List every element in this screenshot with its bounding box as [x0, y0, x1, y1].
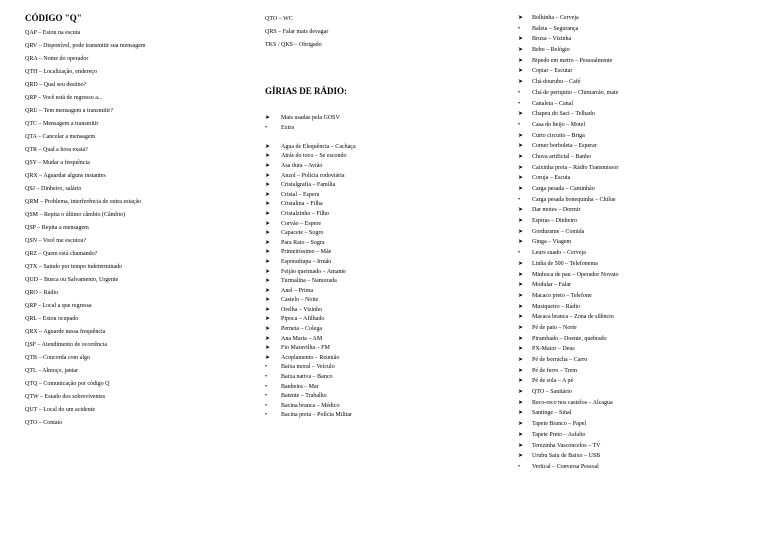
list-item: [265, 124, 505, 134]
list-item: [518, 366, 766, 377]
list-item: [265, 277, 505, 287]
list-item-text: Bolhinha – Cerveja: [532, 15, 579, 21]
bullet-arrow-icon: ➤: [518, 207, 524, 214]
bullet-arrow-icon: ➤: [518, 410, 524, 417]
bullet-dot-icon: •: [265, 374, 268, 381]
bullet-arrow-icon: ➤: [265, 306, 271, 313]
list-item-text: Ana Maria – AM: [281, 335, 323, 342]
bullet-arrow-icon: ➤: [265, 172, 271, 179]
list-item: [518, 163, 766, 174]
q-code-item: QTX – Saindo por tempo indeterminado: [25, 264, 123, 270]
codigo-q-column: [25, 13, 255, 430]
bullet-arrow-icon: ➤: [518, 357, 524, 363]
list-item-text: Baixa nativa – Banco: [281, 374, 333, 381]
list-item-text: Cristalina – Filha: [281, 201, 323, 208]
bullet-dot-icon: •: [265, 364, 268, 371]
bullet-arrow-icon: ➤: [518, 132, 524, 139]
list-item-text: Modular – Falar: [532, 282, 571, 289]
bullet-arrow-icon: ➤: [265, 230, 271, 237]
list-item-text: Cristalzinho – Filho: [281, 210, 329, 217]
list-item-text: Bacina preta – Polícia Militar: [281, 412, 352, 419]
q-code-item: QTC – Mensagem a transmitir: [25, 121, 99, 127]
bullet-dot-icon: •: [265, 383, 268, 390]
list-item-text: Atrás do toco – Se escondo: [281, 153, 347, 160]
list-item: [518, 441, 766, 452]
list-item: [518, 77, 766, 88]
q-code-item: QSF – Atendimento de ocorrência: [25, 342, 107, 348]
list-item: [265, 325, 505, 335]
list-item-text: Dar motes – Dormir: [532, 207, 581, 214]
bullet-arrow-icon: ➤: [265, 258, 271, 265]
bullet-dot-icon: •: [518, 100, 521, 107]
bullet-arrow-icon: ➤: [518, 282, 524, 289]
bullet-arrow-icon: ➤: [518, 346, 524, 353]
q-code-item: QRD – Qual seu destino?: [25, 82, 87, 88]
q-code-item: QRO – Rádio: [25, 290, 58, 296]
list-item: [518, 248, 766, 259]
list-item-text: Mais usadas pela GOSV: [281, 115, 340, 121]
list-item: [518, 131, 766, 142]
q-code-item: QRL – Estou ocupado: [25, 316, 79, 322]
bullet-arrow-icon: ➤: [265, 210, 271, 217]
bullet-arrow-icon: ➤: [265, 335, 271, 342]
list-item-text: Caixinha preta – Rádio Transmissor: [532, 164, 619, 171]
list-item-text: Terezinha Vasconcelos – TV: [532, 442, 601, 449]
list-item: [265, 258, 505, 268]
list-item-text: Turmalina – Namorada: [281, 278, 337, 285]
list-item: [265, 181, 505, 191]
bullet-arrow-icon: ➤: [518, 228, 524, 235]
list-item-text: Pipoca – Afilhado: [281, 316, 325, 323]
list-item-text: Copiar – Escutar: [532, 68, 573, 75]
list-item: [265, 383, 505, 393]
list-item-text: Tapete Preto – Asfalto: [532, 431, 586, 438]
q-code-item: QRM – Problema, interferência de outra estação: [25, 199, 142, 205]
bullet-arrow-icon: ➤: [265, 316, 271, 323]
list-item-text: Musiqueiro – Rádio: [532, 303, 580, 310]
list-item: [518, 355, 766, 366]
q-code-item: QSP – Repita a mensagem: [25, 225, 89, 231]
list-item: [518, 195, 766, 206]
list-item: [265, 373, 505, 383]
list-item: [518, 302, 766, 313]
list-item: [265, 229, 505, 239]
list-item: [518, 227, 766, 238]
list-item: [518, 280, 766, 291]
bullet-arrow-icon: ➤: [265, 239, 271, 246]
list-item-text: Carga pesada bonequinha – Chilue: [532, 196, 616, 203]
list-item: [518, 270, 766, 281]
bullet-arrow-icon: ➤: [265, 287, 271, 294]
list-item-text: Carga pesada – Caminhão: [532, 186, 595, 192]
list-item: [265, 210, 505, 220]
list-item: [518, 451, 766, 462]
list-item-text: Santinge – Sinal: [532, 410, 572, 417]
list-item-text: Ginga – Viagem: [532, 239, 572, 246]
bullet-dot-icon: •: [265, 393, 268, 400]
bullet-arrow-icon: ➤: [265, 297, 271, 304]
list-item-text: Água de Elequência – Cachaça: [281, 143, 356, 150]
bullet-arrow-icon: ➤: [518, 421, 524, 428]
list-item-text: Esporadrapa – Irmão: [281, 258, 332, 265]
list-item: [265, 344, 505, 354]
bullet-arrow-icon: ➤: [265, 249, 271, 256]
list-item: [518, 312, 766, 323]
list-item: [265, 133, 505, 143]
list-item-text: Bacina branca – Médico: [281, 402, 340, 409]
q-code-item: QSN – Você me escutou?: [25, 238, 87, 244]
bullet-dot-icon: •: [265, 402, 268, 409]
list-item: [518, 323, 766, 334]
bullet-arrow-icon: ➤: [518, 239, 524, 246]
list-item: [265, 172, 505, 182]
list-item-text: Linha de 500 – Telefonema: [532, 260, 598, 267]
q-code-item: QSM – Repita o último câmbio (Câmbio): [25, 212, 125, 218]
q-code-item: QRS – Falar mais devagar: [265, 29, 329, 35]
list-item: [518, 34, 766, 45]
bullet-arrow-icon: ➤: [518, 164, 524, 171]
list-item: [265, 114, 505, 124]
list-item: [518, 430, 766, 441]
list-item-text: Banheira – Mar: [281, 383, 319, 390]
bullet-arrow-icon: ➤: [265, 220, 271, 227]
list-item-text: Pé de sola – A pé: [532, 378, 574, 385]
list-item: [518, 291, 766, 302]
bullet-dot-icon: •: [518, 89, 521, 96]
list-item: [265, 354, 505, 364]
list-item-text: PX-Maior – Deus: [532, 346, 575, 353]
list-item: [265, 220, 505, 230]
bullet-arrow-icon: ➤: [518, 303, 524, 310]
bullet-arrow-icon: ➤: [265, 278, 271, 285]
list-item: [265, 287, 505, 297]
extra-codes-list: [265, 13, 505, 52]
bullet-arrow-icon: ➤: [518, 271, 524, 278]
bullet-arrow-icon: ➤: [518, 378, 524, 385]
list-item-text: Pé de borracha – Carro: [532, 357, 588, 363]
list-item-text: Minhoca de pau – Operador Novato: [532, 271, 619, 278]
spacer: [265, 52, 505, 86]
list-item: [518, 152, 766, 163]
q-code-item: QRP – Local a que regressa: [25, 303, 92, 309]
list-item-text: Batente – Trabalho: [281, 393, 327, 400]
q-code-item: QTB – Concorda com algo: [25, 355, 90, 361]
bullet-arrow-icon: ➤: [265, 354, 271, 361]
list-item-text: Fio Maravilha – FM: [281, 345, 330, 352]
list-item: [265, 392, 505, 402]
bullet-arrow-icon: ➤: [265, 182, 271, 189]
q-code-item: QRX – Aguarde nessa frequência: [25, 329, 106, 335]
bullet-arrow-icon: ➤: [518, 57, 524, 64]
spacer: [265, 100, 505, 114]
list-item: [518, 109, 766, 120]
list-item-text: Vertical – Conversa Pessoal: [532, 463, 599, 470]
bullet-arrow-icon: ➤: [518, 153, 524, 160]
bullet-dot-icon: •: [518, 250, 521, 257]
list-item: [518, 376, 766, 387]
list-item: [518, 56, 766, 67]
list-item-text: Baleia – Segurança: [532, 25, 579, 32]
list-item: [518, 462, 766, 473]
q-code-item: QRV – Disponível, pode transmitir sua mensagem: [25, 43, 146, 49]
list-item-text: Tapete Branco – Papel: [532, 421, 587, 428]
list-item-text: Pirambado – Doente, quebrado: [532, 335, 607, 342]
bullet-arrow-icon: ➤: [518, 431, 524, 438]
list-item: [518, 408, 766, 419]
bullet-dot-icon: •: [518, 196, 521, 203]
list-item: [265, 162, 505, 172]
list-item-text: Chá de periquito – Chimarrão, mate: [532, 89, 619, 96]
list-item: [518, 66, 766, 77]
q-code-item: QTL – Almoço, jantar: [25, 368, 79, 374]
list-item: [265, 306, 505, 316]
bullet-arrow-icon: ➤: [518, 36, 524, 43]
list-item-text: Bruxa – Vizinha: [532, 36, 572, 43]
list-item-text: Acoplamento – Reunião: [281, 354, 340, 361]
list-item: [265, 152, 505, 162]
list-item-text: Pé de ferro – Trem: [532, 367, 577, 374]
list-item-text: Leurs suado – Cerveja: [532, 250, 586, 257]
list-item: [518, 344, 766, 355]
bullet-dot-icon: •: [518, 121, 521, 128]
list-item-text: Chá dourubu – Café: [532, 79, 581, 86]
q-code-item: QTO – WC: [265, 16, 293, 22]
list-item-text: Casa do beijo – Motel: [532, 121, 585, 128]
girias-column: [265, 13, 505, 421]
list-item: [265, 200, 505, 210]
list-item: [265, 402, 505, 412]
list-item: [518, 419, 766, 430]
bullet-arrow-icon: ➤: [518, 186, 524, 192]
bullet-arrow-icon: ➤: [518, 292, 524, 299]
girias-list: [265, 114, 505, 421]
list-item-text: Coruja – Escuta: [532, 175, 571, 182]
q-code-item: QRX – Aguardar alguns instantes: [25, 173, 106, 179]
q-code-item: QTH – Localização, endereço: [25, 69, 97, 75]
list-item-text: Urubu Saiu de Baixo – USB: [532, 453, 601, 460]
bullet-arrow-icon: ➤: [265, 115, 271, 121]
bullet-arrow-icon: ➤: [265, 153, 271, 160]
list-item: [518, 13, 766, 24]
girias-continued-column: [518, 13, 766, 473]
girias-continued-list: [518, 13, 766, 473]
list-item-text: Chapeu do Saci – Telhado: [532, 111, 595, 118]
bullet-arrow-icon: ➤: [265, 162, 271, 169]
bullet-arrow-icon: ➤: [518, 68, 524, 75]
q-code-item: QRZ – Quem está chamando?: [25, 251, 98, 257]
list-item-text: Reco-reco nos castelos – Alcagua: [532, 399, 613, 406]
list-item: [518, 205, 766, 216]
bullet-arrow-icon: ➤: [265, 191, 271, 198]
list-item-text: Canaleta – Canal: [532, 100, 573, 107]
bullet-arrow-icon: ➤: [518, 324, 524, 331]
list-item: [518, 173, 766, 184]
bullet-arrow-icon: ➤: [518, 367, 524, 374]
bullet-arrow-icon: ➤: [518, 79, 524, 86]
list-item-text: Gordurame – Comida: [532, 228, 585, 235]
q-code-item: QTA – Cancelar a mensagem: [25, 134, 96, 140]
list-item-text: Orelha – Vizinho: [281, 306, 323, 313]
list-item: [518, 184, 766, 195]
list-item: [518, 237, 766, 248]
list-item: [518, 216, 766, 227]
list-item-text: Bipedo em metro – Pessoalmente: [532, 57, 613, 64]
list-item: [518, 259, 766, 270]
q-code-item: QSY – Mudar a frequência: [25, 160, 90, 166]
list-item: [265, 248, 505, 258]
bullet-arrow-icon: ➤: [518, 389, 524, 396]
list-item-text: Pé de pato – Norte: [532, 324, 577, 331]
list-item: [265, 363, 505, 373]
list-item-text: Macaca branca – Zona de silêncio: [532, 314, 614, 321]
list-item-text: Curto circuito – Briga: [532, 132, 585, 139]
q-code-item: QRA – Nome do operador: [25, 56, 89, 62]
list-item: [518, 387, 766, 398]
list-item: [265, 143, 505, 153]
bullet-arrow-icon: ➤: [265, 345, 271, 352]
list-item: [265, 191, 505, 201]
list-item-text: Capacete – Sogro: [281, 230, 324, 237]
q-code-item: QSJ – Dinheiro, salário: [25, 186, 82, 192]
bullet-arrow-icon: ➤: [518, 15, 524, 21]
list-item: [518, 141, 766, 152]
bullet-arrow-icon: ➤: [518, 143, 524, 150]
q-code-item: QRU – Tem mensagem a transmitir?: [25, 108, 113, 114]
list-item-text: Bebo – Relógio: [532, 47, 570, 54]
bullet-dot-icon: •: [518, 25, 521, 32]
list-item-text: Anel – Prima: [281, 287, 313, 294]
q-code-item: QTQ – Comunicação por código Q: [25, 381, 110, 387]
list-item: [265, 268, 505, 278]
q-code-item: QUD – Busca ou Salvamento, Urgente: [25, 277, 119, 283]
list-item: [518, 334, 766, 345]
q-code-item: QTR – Qual a hora exata?: [25, 147, 88, 153]
bullet-arrow-icon: ➤: [518, 260, 524, 267]
list-item: [518, 88, 766, 99]
bullet-arrow-icon: ➤: [518, 335, 524, 342]
list-item-text: Asa dura – Avião: [281, 162, 323, 169]
q-code-item: QAP – Estou na escuta: [25, 30, 81, 36]
bullet-arrow-icon: ➤: [518, 453, 524, 460]
list-item-text: Comer borboleta – Esperar: [532, 143, 597, 150]
list-item-text: Baixa moral – Veículo: [281, 364, 335, 371]
list-item-text: Extra: [281, 124, 294, 131]
list-item-text: Perneta – Colega: [281, 326, 322, 333]
list-item: [265, 411, 505, 421]
list-item: [518, 24, 766, 35]
bullet-dot-icon: •: [518, 463, 521, 470]
bullet-arrow-icon: ➤: [518, 111, 524, 118]
q-code-item: QTO – Contato: [25, 420, 63, 426]
list-item-text: Cristal – Espera: [281, 191, 320, 198]
list-item: [518, 120, 766, 131]
bullet-dot-icon: •: [265, 412, 268, 419]
bullet-arrow-icon: ➤: [265, 201, 271, 208]
bullet-arrow-icon: ➤: [518, 47, 524, 54]
bullet-dot-icon: •: [265, 124, 268, 131]
list-item-text: Feijão queimado – Amante: [281, 268, 346, 275]
list-item: [518, 398, 766, 409]
bullet-arrow-icon: ➤: [518, 399, 524, 406]
list-item-text: Macaco preto – Telefone: [532, 292, 592, 299]
list-item: [265, 239, 505, 249]
list-item-text: Para Raio – Sogra: [281, 239, 325, 246]
list-item-text: Espiras – Dinheiro: [532, 218, 577, 225]
list-item-text: Anzol – Polícia rodoviária: [281, 172, 345, 179]
bullet-arrow-icon: ➤: [265, 268, 271, 275]
list-item-text: Corvão – Espere: [281, 220, 321, 227]
bullet-arrow-icon: ➤: [518, 442, 524, 449]
bullet-arrow-icon: ➤: [265, 326, 271, 333]
list-item-text: Cristalgrafia – Família: [281, 182, 336, 189]
bullet-arrow-icon: ➤: [518, 218, 524, 225]
bullet-arrow-icon: ➤: [518, 175, 524, 182]
list-item: [265, 296, 505, 306]
codigo-q-heading: CÓDIGO "Q": [25, 13, 82, 23]
q-code-item: QUT – Local do um acidente: [25, 407, 96, 413]
list-item: [518, 45, 766, 56]
bullet-arrow-icon: ➤: [265, 143, 271, 150]
q-code-item: TKS / QKS – Obrigado: [265, 42, 322, 48]
codigo-q-list: [25, 27, 255, 430]
q-code-item: QTW – Estado dos sobreviventes: [25, 394, 106, 400]
list-item-text: Castelo – Noite: [281, 297, 319, 304]
list-item-text: Chuva artificial – Banho: [532, 153, 592, 160]
q-code-item: QRP – Você está de regresso a...: [25, 95, 103, 101]
list-item-text: Primeiríssimo – Mãe: [281, 249, 332, 256]
list-item: [265, 335, 505, 345]
list-item: [265, 315, 505, 325]
bullet-arrow-icon: ➤: [518, 314, 524, 321]
list-item: [518, 99, 766, 110]
list-item-text: QTO – Sanitário: [532, 389, 572, 396]
girias-heading: GÍRIAS DE RÁDIO:: [265, 86, 348, 96]
